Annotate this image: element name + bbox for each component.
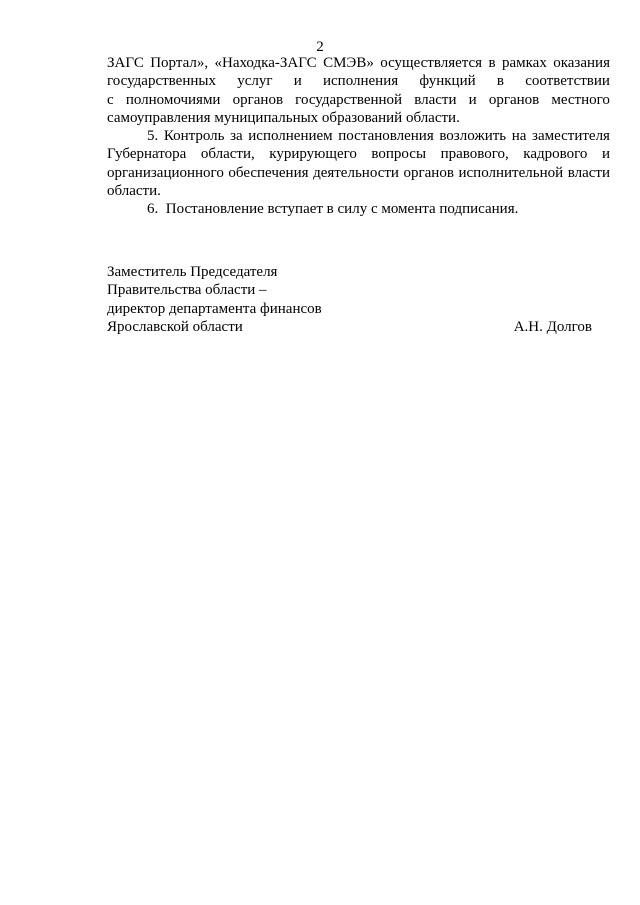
- word: органов: [232, 91, 284, 108]
- word: с: [107, 91, 114, 108]
- word: полномочиями: [125, 91, 221, 108]
- word: за: [230, 128, 243, 145]
- word: рамках: [501, 55, 547, 71]
- word: и: [468, 91, 477, 108]
- signatory-title-line-2: Правительства области –: [107, 282, 267, 299]
- item-number: 5.: [147, 128, 159, 145]
- word: заместителя: [532, 128, 610, 145]
- page-number: 2: [316, 39, 324, 55]
- signatory-title-line-1: Заместитель Председателя: [107, 264, 278, 280]
- word: и: [601, 146, 610, 163]
- word: деятельности: [313, 164, 399, 181]
- intro-line-4: самоуправления муниципальных образований области.: [107, 109, 460, 126]
- word: в: [488, 55, 496, 71]
- word: возложить: [439, 128, 507, 145]
- word: и: [293, 73, 302, 90]
- word: Губернатора: [107, 146, 187, 163]
- word: СМЭВ»: [323, 55, 374, 71]
- word: вопросы: [371, 146, 427, 163]
- intro-line-2: [107, 72, 610, 90]
- paragraph-5-line-1: [107, 127, 610, 145]
- signatory-name: А.Н. Долгов: [513, 318, 592, 335]
- paragraph-5-line-3: [107, 164, 610, 182]
- word: государственных: [107, 73, 216, 90]
- word: исполнением: [248, 128, 333, 145]
- word: местного: [551, 91, 610, 108]
- paragraph-5-line-4: области.: [107, 183, 161, 200]
- word: исполнительной: [458, 164, 564, 181]
- word: органов: [403, 164, 454, 181]
- word: обеспечения: [228, 164, 309, 181]
- word: постановления: [338, 128, 434, 145]
- word: власти: [567, 164, 610, 181]
- word: правового,: [440, 146, 509, 163]
- word: исполнения: [323, 73, 399, 90]
- word: соответствии: [525, 73, 610, 90]
- word: оказания: [553, 55, 610, 71]
- paragraph-5-line-2: [107, 145, 610, 163]
- paragraph-6: 6. Постановление вступает в силу с момента подписания.: [147, 201, 519, 218]
- word: кадрового: [523, 146, 588, 163]
- word: области,: [200, 146, 255, 163]
- word: в: [496, 73, 504, 90]
- word: «Находка-ЗАГС: [214, 55, 317, 71]
- intro-line-3: [107, 91, 610, 109]
- word: органов: [488, 91, 540, 108]
- word: власти: [414, 91, 457, 108]
- word: ЗАГС: [107, 55, 144, 71]
- word: Контроль: [163, 128, 225, 145]
- word: Портал»,: [150, 55, 209, 71]
- document-body: [107, 54, 610, 219]
- word: государственной: [295, 91, 403, 108]
- word: на: [511, 128, 527, 145]
- intro-line-1: [107, 54, 610, 72]
- signatory-title-line-4-row: [107, 318, 592, 336]
- word: услуг: [237, 73, 273, 90]
- signatory-title-line-3: директор департамента финансов: [107, 300, 322, 317]
- word: функций: [419, 73, 476, 90]
- signature-block: [107, 263, 592, 336]
- word: курирующего: [269, 146, 357, 163]
- word: осуществляется: [380, 55, 483, 71]
- signatory-title-line-4: Ярославской области: [107, 318, 243, 335]
- word: организационного: [107, 164, 224, 181]
